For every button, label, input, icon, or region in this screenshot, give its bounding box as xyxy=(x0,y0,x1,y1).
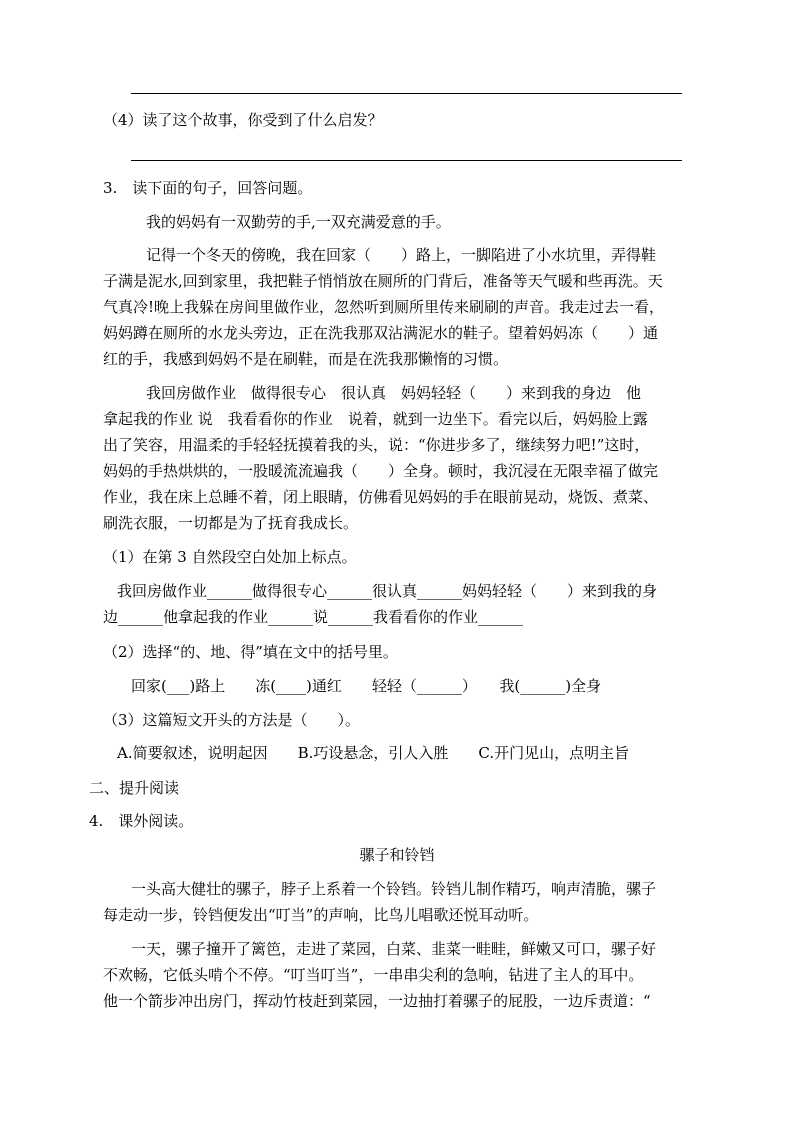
story-p1-line: 每走动一步，铃铛便发出“叮当”的声响，比鸟儿唱歌还悦耳动听。 xyxy=(103,906,539,924)
q3-sub3-options: A.简要叙述，说明起因 B.巧设悬念，引人入胜 C.开门见山，点明主旨 xyxy=(117,744,630,762)
q3-p3-line: 作业，我在床上总睡不着，闭上眼睛，仿佛看见妈妈的手在眼前晃动，烧饭、煮菜、 xyxy=(103,488,659,506)
q3-sub1-prompt: （1）在第 3 自然段空白处加上标点。 xyxy=(103,548,357,566)
q3-paragraph-1: 我的妈妈有一双勤劳的手,一双充满爱意的手。 xyxy=(146,213,451,231)
story-p2-line: 他一个箭步冲出房门，挥动竹枝赶到菜园，一边抽打着骡子的屁股，一边斥责道：“ xyxy=(103,992,651,1010)
answer-line xyxy=(131,93,682,94)
q3-p3-line: 刷洗衣服，一切都是为了抚育我成长。 xyxy=(103,514,359,532)
q3-p2-line: 红的手，我感到妈妈不是在刷鞋，而是在洗我那懒惰的习惯。 xyxy=(103,350,509,368)
story-p1-line: 一头高大健壮的骡子，脖子上系着一个铃铛。铃铛儿制作精巧，响声清脆，骡子 xyxy=(131,880,657,898)
q3-sub3-prompt: （3）这篇短文开头的方法是（ ）。 xyxy=(103,711,361,729)
story-p2-line: 不欢畅，它低头啃个不停。“叮当叮当”，一串串尖利的急响，钻进了主人的耳中。 xyxy=(103,966,644,984)
q3-p2-line: 子满是泥水,回到家里，我把鞋子悄悄放在厕所的门背后，准备等天气暖和些再洗。天 xyxy=(103,272,663,290)
story-p2-line: 一天，骡子撞开了篱笆，走进了菜园，白菜、韭菜一畦畦，鲜嫩又可口，骡子好 xyxy=(131,940,657,958)
q3-p3-line: 我回房做作业 做得很专心 很认真 妈妈轻轻（ ）来到我的身边 他 xyxy=(146,384,642,402)
q3-p3-line: 出了笑容，用温柔的手轻轻抚摸着我的头，说：“你进步多了，继续努力吧!”这时， xyxy=(103,436,650,454)
q4-prompt: （4）读了这个故事，你受到了什么启发？ xyxy=(103,111,383,129)
q3-p2-line: 气真冷!晚上我躲在房间里做作业，忽然听到厕所里传来刷刷的声音。我走过去一看， xyxy=(103,298,665,316)
section-heading: 二、提升阅读 xyxy=(89,779,180,797)
q3-sub2-blanks: 回家(___)路上 冻(____)通红 轻轻（______） 我(______)全身 xyxy=(131,677,602,695)
story-title: 骡子和铃铛 xyxy=(359,846,435,864)
q3-sub1-answer-line: 边______他拿起我的作业______说______我看看你的作业______ xyxy=(103,608,524,626)
q3-sub1-answer-line: 我回房做作业______做得很专心______很认真______妈妈轻轻（ ）来到我的身 xyxy=(117,582,658,600)
q3-p3-line: 拿起我的作业 说 我看看你的作业 说着，就到一边坐下。看完以后，妈妈脸上露 xyxy=(103,410,648,428)
q3-sub2-prompt: （2）选择“的、地、得”填在文中的括号里。 xyxy=(103,643,398,661)
q3-p2-line: 妈妈蹲在厕所的水龙头旁边，正在洗我那双沾满泥水的鞋子。望着妈妈冻（ ）通 xyxy=(103,324,659,342)
q3-p2-line: 记得一个冬天的傍晚，我在回家（ ）路上，一脚陷进了小水坑里，弄得鞋 xyxy=(146,246,657,264)
answer-line xyxy=(131,160,682,161)
q3-p3-line: 妈妈的手热烘烘的，一股暖流流遍我（ ）全身。顿时，我沉浸在无限幸福了做完 xyxy=(103,462,659,480)
q4b-heading: 4. 课外阅读。 xyxy=(89,812,194,830)
q3-heading: 3. 读下面的句子，回答问题。 xyxy=(103,179,313,197)
